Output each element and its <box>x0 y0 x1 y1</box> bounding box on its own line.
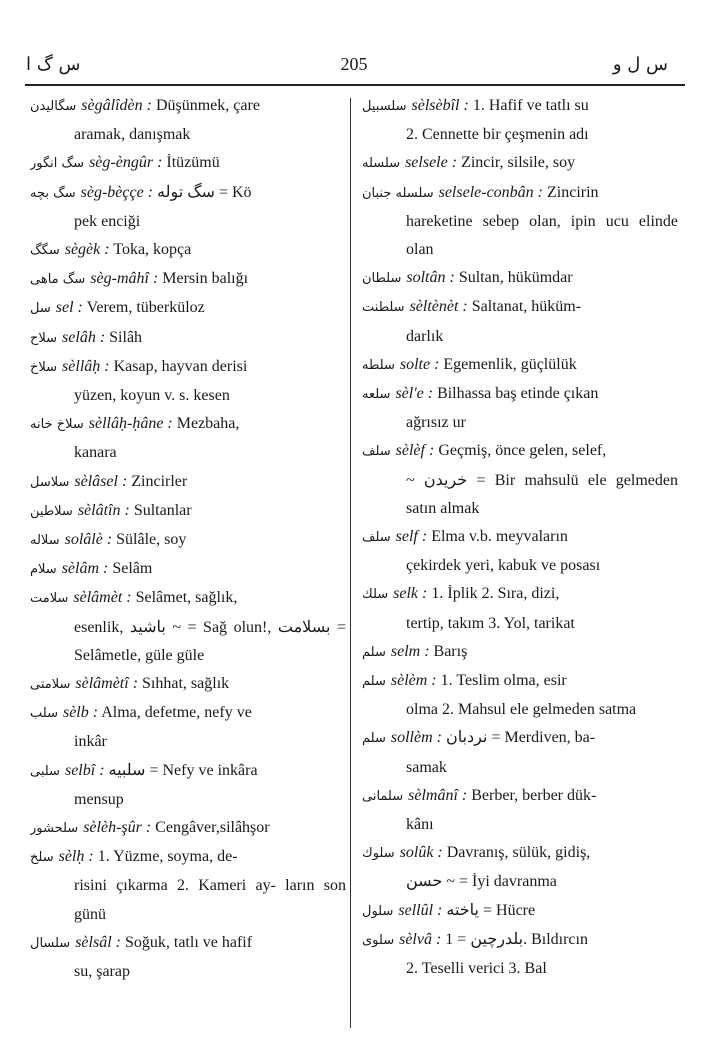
entry-definition: Alma, defetme, nefy ve <box>101 704 252 722</box>
entry-definition: İtüzümü <box>166 154 220 172</box>
entry-first-line <box>30 497 346 526</box>
entry-definition-continued: ~ خريدن = Bir mahsulü ele gelmeden satın almak <box>406 471 679 517</box>
entry-transliteration: selsele : <box>405 154 458 172</box>
entry-definition: Verem, tüberküloz <box>86 299 205 317</box>
entry-arabic-headword: سلخ <box>30 850 54 866</box>
entry-transliteration: sèl'e : <box>395 385 434 403</box>
entry-first-line <box>362 926 678 955</box>
entry-first-line <box>30 526 346 555</box>
entry-definition: Geçmiş, önce gelen, selef, <box>438 442 607 460</box>
entry-definition: Zincir, silsile, soy <box>461 154 576 172</box>
dictionary-entry <box>30 468 346 497</box>
entry-transliteration: sèlvâ : <box>399 930 442 948</box>
entry-first-line <box>30 265 346 294</box>
dictionary-entry <box>30 265 346 294</box>
entry-definition: Silâh <box>109 328 143 346</box>
entry-first-line <box>30 410 346 439</box>
entry-arabic-headword: سلف <box>362 530 391 546</box>
entry-arabic-headword: سلامت <box>30 591 69 607</box>
entry-definition: بلدرچين = 1. Bıldırcın <box>445 930 588 948</box>
dictionary-entry <box>30 149 346 178</box>
entry-transliteration: selm : <box>390 642 430 660</box>
entry-arabic-headword: سلمانى <box>362 788 404 804</box>
entry-definition: نردبان = Merdiven, ba- <box>445 729 596 747</box>
left-column <box>30 92 346 986</box>
entry-definition: سلبيه = Nefy ve inkâra <box>108 761 258 779</box>
dictionary-entry <box>30 843 346 929</box>
entry-arabic-headword: سل <box>30 301 51 317</box>
dictionary-entry <box>30 670 346 699</box>
entry-first-line <box>30 468 346 497</box>
entry-arabic-headword: سگ انگور <box>30 156 85 172</box>
entry-definition: Sülâle, soy <box>116 531 187 549</box>
entry-first-line <box>30 324 346 353</box>
entry-transliteration: selsele-conbân : <box>438 183 543 201</box>
dictionary-entry <box>30 929 346 986</box>
entry-transliteration: sèg-èngûr : <box>89 154 163 172</box>
dictionary-entry <box>362 380 678 437</box>
entry-definition-continued: inkâr <box>74 733 107 751</box>
dictionary-entry <box>362 264 678 293</box>
entry-definition: 1. Hafif ve tatlı su <box>472 97 589 114</box>
entry-arabic-headword: سلك <box>362 587 389 603</box>
entry-definition: Toka, kopça <box>113 241 192 259</box>
entry-definition-continued: aramak, danışmak <box>74 126 191 144</box>
entry-transliteration: soltân : <box>406 269 455 287</box>
dictionary-entry <box>362 667 678 724</box>
dictionary-entry <box>362 724 678 781</box>
entry-first-line <box>30 353 346 382</box>
entry-arabic-headword: سگ بچه <box>30 185 76 201</box>
dictionary-entry <box>30 555 346 584</box>
entry-definition-continued: esenlik, باشيد ~ = Sağ olun!, بسلامت = Selâmetle, güle güle <box>74 618 346 664</box>
page-number: 205 <box>340 54 368 74</box>
entry-definition-continued: tertip, takım 3. Yol, tarikat <box>406 614 575 632</box>
entry-first-line <box>362 92 678 121</box>
entry-arabic-headword: سلوى <box>362 932 395 948</box>
entry-definition: Kasap, hayvan derisi <box>113 357 248 375</box>
entry-arabic-headword: سلاسل <box>30 474 70 490</box>
entry-transliteration: sèlâm : <box>61 560 109 578</box>
entry-arabic-headword: سلم <box>362 644 386 660</box>
entry-definition: Mersin balığı <box>162 270 249 288</box>
dictionary-entry <box>30 410 346 467</box>
entry-arabic-headword: سلسله <box>362 156 401 172</box>
entry-transliteration: sollèm : <box>390 729 442 747</box>
entry-definition-continued: hareketine sebep olan, ipin ucu elinde olan <box>406 212 678 259</box>
entry-definition: 1. İplik 2. Sıra, dizi, <box>431 585 560 603</box>
dictionary-entry <box>362 179 678 265</box>
dictionary-entry <box>30 497 346 526</box>
entry-first-line <box>362 437 678 466</box>
entry-transliteration: sèg-bèççe : <box>80 183 154 201</box>
entry-arabic-headword: سلاطين <box>30 503 73 519</box>
entry-definition-continued: mensup <box>74 790 124 808</box>
entry-first-line <box>362 149 678 178</box>
entry-transliteration: sèltènèt : <box>409 298 468 316</box>
entry-arabic-headword: سلام <box>30 562 57 578</box>
dictionary-entry <box>30 757 346 814</box>
entry-definition: Düşünmek, çare <box>155 97 260 114</box>
entry-definition: 1. Teslim olma, esir <box>440 672 567 690</box>
entry-arabic-headword: سلامتى <box>30 677 71 693</box>
entry-transliteration: solâlè : <box>64 531 113 549</box>
entry-definition-continued: 2. Teselli verici 3. Bal <box>406 960 547 978</box>
entry-transliteration: selbî : <box>64 761 105 779</box>
page-header <box>0 54 708 84</box>
entry-arabic-headword: سلسال <box>30 935 71 951</box>
entry-transliteration: sèg-mâhî : <box>90 270 159 288</box>
entry-transliteration: sèlâsel : <box>74 472 128 490</box>
entry-first-line <box>362 638 678 667</box>
dictionary-entry <box>362 839 678 896</box>
entry-definition-continued: su, şarap <box>74 963 130 981</box>
entry-definition-continued: kânı <box>406 816 434 834</box>
entry-definition: سگ توله = Kö <box>157 183 252 201</box>
dictionary-entry <box>30 584 346 670</box>
entry-first-line <box>362 897 678 926</box>
entry-arabic-headword: سلحشور <box>30 821 79 837</box>
entry-transliteration: sèlsâl : <box>75 933 121 951</box>
entry-transliteration: selk : <box>393 585 428 603</box>
entry-definition-continued: kanara <box>74 444 117 462</box>
entry-definition: 1. Yüzme, soyma, de- <box>97 848 238 866</box>
entry-first-line <box>30 584 346 613</box>
entry-arabic-headword: سلطه <box>362 357 395 373</box>
dictionary-entry <box>30 236 346 265</box>
entry-first-line <box>362 580 678 609</box>
column-divider <box>350 98 351 1028</box>
entry-first-line <box>30 294 346 323</box>
entry-first-line <box>362 782 678 811</box>
entry-first-line <box>30 92 346 121</box>
entry-arabic-headword: سلطان <box>362 271 402 287</box>
entry-definition: Sultan, hükümdar <box>458 269 573 287</box>
entry-first-line <box>362 667 678 696</box>
entry-transliteration: sègâlîdèn : <box>81 97 152 114</box>
dictionary-entry <box>30 353 346 410</box>
entry-arabic-headword: سلف <box>362 444 391 460</box>
entry-arabic-headword: سلم <box>362 674 386 690</box>
dictionary-entry <box>30 814 346 843</box>
header-rule <box>25 84 685 86</box>
dictionary-entry <box>362 523 678 580</box>
dictionary-entry <box>362 782 678 839</box>
entry-definition: Sultanlar <box>133 501 192 519</box>
entry-definition: Egemenlik, güçlülük <box>443 355 577 373</box>
entry-definition: Zincirler <box>131 472 188 490</box>
entry-arabic-headword: سلاخ خانه <box>30 417 84 433</box>
entry-first-line <box>30 814 346 843</box>
entry-definition-continued: darlık <box>406 327 444 345</box>
entry-transliteration: sègèk : <box>64 241 110 259</box>
entry-first-line <box>30 699 346 728</box>
entry-transliteration: sellûl : <box>398 901 443 919</box>
entry-arabic-headword: سلطنت <box>362 300 405 316</box>
entry-arabic-headword: سگالیدن <box>30 99 77 114</box>
entry-definition-continued: 2. Cennette bir çeşmenin adı <box>406 126 589 144</box>
entry-transliteration: sèlsèbîl : <box>411 97 469 114</box>
entry-definition-continued: risini çıkarma 2. Kameri ay- ların son günü <box>74 877 346 923</box>
header-right-letters: س ل و <box>612 54 668 75</box>
entry-arabic-headword: سلم <box>362 731 386 747</box>
entry-transliteration: sèlèf : <box>395 442 435 460</box>
entry-transliteration: sèlâtîn : <box>77 501 130 519</box>
entry-transliteration: sèlèm : <box>390 672 437 690</box>
dictionary-entry <box>362 437 678 523</box>
entry-definition: Mezbaha, <box>176 415 240 433</box>
entry-definition: Zincirin <box>547 183 599 201</box>
entry-definition-continued: samak <box>406 758 447 776</box>
entry-arabic-headword: سلسبيل <box>362 99 407 114</box>
entry-transliteration: sèlb : <box>62 704 99 722</box>
entry-arabic-headword: سلاله <box>30 533 60 549</box>
entry-arabic-headword: سگ ماهی <box>30 272 86 288</box>
entry-definition: Elma v.b. meyvaların <box>431 528 568 546</box>
entry-first-line <box>30 843 346 872</box>
entry-definition: Barış <box>433 642 468 660</box>
entry-arabic-headword: سلوك <box>362 846 395 862</box>
entry-transliteration: sèllâḥ-ḥâne : <box>88 415 173 433</box>
entry-first-line <box>362 351 678 380</box>
entry-first-line <box>362 724 678 753</box>
entry-first-line <box>362 523 678 552</box>
entry-transliteration: sèlmânî : <box>408 786 468 804</box>
dictionary-entry <box>362 638 678 667</box>
entry-arabic-headword: سلاح <box>30 330 58 346</box>
entry-arabic-headword: سلب <box>30 706 58 722</box>
dictionary-entry <box>362 897 678 926</box>
entry-transliteration: sèlèh-şûr : <box>83 819 152 837</box>
entry-definition-continued: çekirdek yeri, kabuk ve posası <box>406 557 601 575</box>
entry-transliteration: selâh : <box>62 328 106 346</box>
entry-first-line <box>362 839 678 868</box>
entry-first-line <box>30 236 346 265</box>
entry-definition: Saltanat, hüküm- <box>471 298 582 316</box>
entry-arabic-headword: سلاخ <box>30 359 58 375</box>
right-column <box>362 92 678 983</box>
entry-definition: Selâm <box>112 560 153 578</box>
entry-definition: Berber, berber dük- <box>471 786 597 804</box>
entry-definition: Davranış, sülük, gidiş, <box>446 844 591 862</box>
dictionary-entry <box>30 294 346 323</box>
entry-first-line <box>362 179 678 208</box>
entry-definition: Bilhassa baş etinde çıkan <box>437 385 599 403</box>
entry-arabic-headword: سلعه <box>362 387 391 403</box>
entry-first-line <box>30 555 346 584</box>
entry-first-line <box>30 757 346 786</box>
entry-definition: Selâmet, sağlık, <box>135 589 238 607</box>
entry-first-line <box>362 380 678 409</box>
entry-definition-continued: olma 2. Mahsul ele gelmeden satma <box>406 701 637 719</box>
dictionary-entry <box>362 580 678 637</box>
entry-definition-continued: ağrısız ur <box>406 414 466 432</box>
dictionary-entry <box>362 293 678 350</box>
entry-definition: Sıhhat, sağlık <box>142 675 230 693</box>
dictionary-entry <box>30 699 346 756</box>
entry-first-line <box>30 670 346 699</box>
header-left-letters: س گ ا <box>26 54 81 75</box>
entry-first-line <box>30 929 346 958</box>
entry-transliteration: solûk : <box>399 844 443 862</box>
entry-transliteration: sèlḥ : <box>58 848 94 866</box>
entry-first-line <box>30 149 346 178</box>
entry-transliteration: sèllâḥ : <box>62 357 110 375</box>
dictionary-entry <box>362 926 678 983</box>
entry-transliteration: sèlâmètî : <box>75 675 139 693</box>
entry-definition: Cengâver,silâhşor <box>155 819 270 837</box>
entry-definition-continued: pek enciği <box>74 212 141 230</box>
entry-first-line <box>30 179 346 208</box>
dictionary-entry <box>362 351 678 380</box>
entry-arabic-headword: سلول <box>362 903 394 919</box>
entry-transliteration: sèlâmèt : <box>73 589 132 607</box>
dictionary-entry <box>30 526 346 555</box>
dictionary-entry <box>362 92 678 149</box>
entry-transliteration: solte : <box>399 355 440 373</box>
entry-arabic-headword: سلبى <box>30 763 60 779</box>
entry-arabic-headword: سلسله جنبان <box>362 185 434 201</box>
entry-first-line <box>362 264 678 293</box>
dictionary-entry <box>362 149 678 178</box>
entry-definition-continued: yüzen, koyun v. s. kesen <box>74 387 230 405</box>
entry-first-line <box>362 293 678 322</box>
entry-transliteration: sel : <box>55 299 83 317</box>
dictionary-entry <box>30 324 346 353</box>
dictionary-entry <box>30 179 346 236</box>
entry-definition: ياخته = Hücre <box>446 901 536 919</box>
dictionary-entry <box>30 92 346 149</box>
entry-definition-continued: حسن ~ = İyi davranma <box>406 873 557 891</box>
entry-transliteration: self : <box>395 528 428 546</box>
entry-arabic-headword: سگگ <box>30 243 60 259</box>
entry-definition: Soğuk, tatlı ve hafif <box>124 933 253 951</box>
